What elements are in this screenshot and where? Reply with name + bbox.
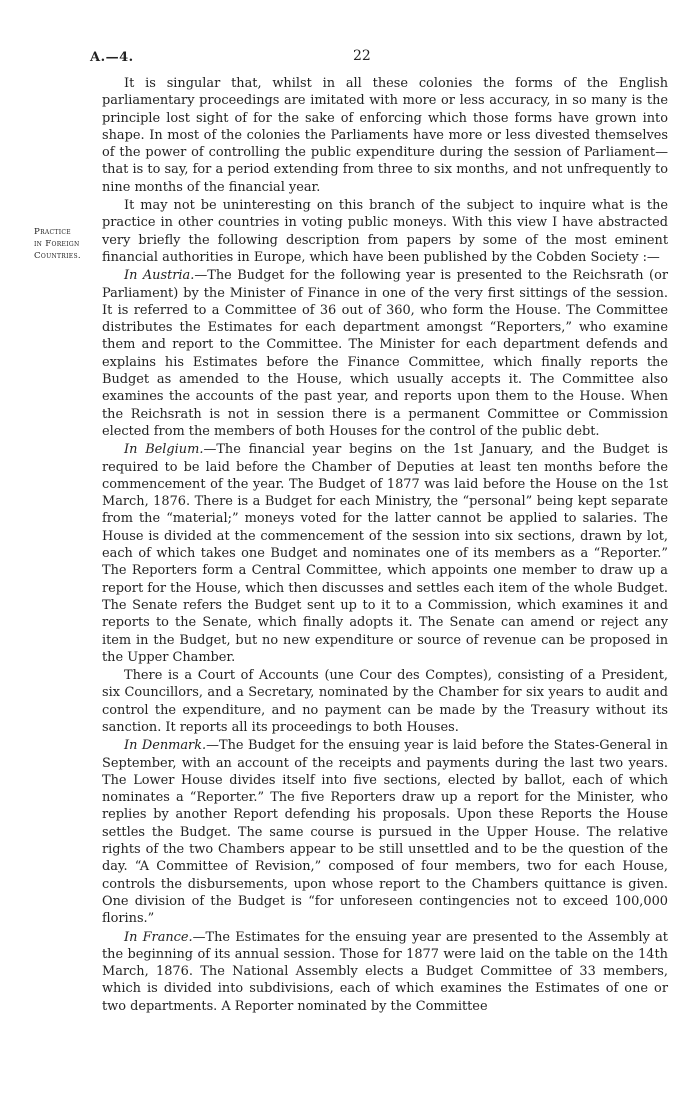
parliamentary-paper-reference: A.—4.	[90, 50, 134, 65]
margin-note-line: in Foreign	[34, 239, 80, 249]
margin-note-line: Practice	[34, 227, 71, 237]
paragraph-france: In France.—The Estimates for the ensuing year are presented to the Assembly at the beginning of its annual session. Those for 1877 were laid on the table on the 14th March, 1876. The National Assembly elects a Budget Committee of 33 members, which is divided into subdivisions, each of which examines the Estimates of one or two departments. A Reporter nominated by the Committee	[102, 929, 668, 1014]
country-heading: In Denmark.	[124, 738, 207, 754]
paragraph-denmark: In Denmark.—The Budget for the ensuing year is laid before the States-General in September, with an account of the receipts and payments during the last two years. The Lower House divides itself into five sections, elected by ballot, each of which nominates a “Reporter.” The five Reporters draw up a report for the Minister, who replies by another Report defending his proposals. Upon these Reports the House settles the Budget. The same course is pursued in the Upper House. The relative rights of the two Chambers appear to be still unsettled and to be the question of the day. “A Committee of Revision,” composed of four members, two for each House, controls the disbursements, upon whose report to the Chambers quittance is given. One division of the Budget is “for unforeseen contingencies not to exceed 100,000 florins.”	[102, 738, 668, 927]
paragraph-foreign-practice: It may not be uninteresting on this branch of the subject to inquire what is the practice in other countries in voting public moneys. With this view I have abstracted very briefly the following description from papers by some of the most eminent financial authorities in Europe, which have been published by the Cobden Society :—	[102, 198, 668, 265]
paragraph-austria: In Austria.—The Budget for the following year is presented to the Reichsrath (or Parliament) by the Minister of Finance in one of the very first sittings of the session. It is referred to a Committee of 36 out of 360, who form the House. The Committee distributes the Estimates for each department amongst “Reporters,” who examine them and report to the Committee. The Minister for each department defends and explains his Estimates before the Finance Committee, which finally reports the Budget as amended to the House, which usually accepts it. The Committee also examines the accounts of the past year, and reports upon them to the House. When the Reichsrath is not in session there is a permanent Committee or Commission elected from the members of both Houses for the control of the public debt.	[102, 268, 668, 439]
paragraph-court-of-accounts: There is a Court of Accounts (une Cour des Comptes), consisting of a President, six Councillors, and a Secretary, nominated by the Chamber for six years to audit and control the expenditure, and no payment can be made by the Treasury without its sanction. It reports all its proceedings to both Houses.	[102, 668, 668, 735]
margin-note	[34, 226, 100, 262]
country-heading: In Belgium.	[124, 442, 204, 458]
paragraph-belgium: In Belgium.—The financial year begins on the 1st January, and the Budget is required to be laid before the Chamber of Deputies at least ten months before the commencement of the year. The Budget of 1877 was laid before the House on the 1st March, 1876. There is a Budget for each Ministry, the “personal” being kept separate from the “material;” moneys voted for the latter cannot be applied to salaries. The House is divided at the commencement of the session into six sections, drawn by lot, each of which takes one Budget and nominates one of its members as a “Reporter.” The Reporters form a Central Committee, which appoints one member to draw up a report for the House, which then discusses and settles each item of the whole Budget. The Senate refers the Budget sent up to it to a Commission, which examines it and reports to the Senate, which finally adopts it. The Senate can amend or reject any item in the Budget, but no new expenditure or source of revenue can be proposed in the Upper Chamber.	[102, 442, 669, 665]
page-number: 22	[353, 48, 371, 64]
country-heading: In Austria.	[124, 268, 195, 284]
margin-note-line: Countries.	[34, 251, 81, 261]
paragraph-colonies: It is singular that, whilst in all these colonies the forms of the English parliamentary proceedings are imitated with more or less accuracy, in so many is the principle lost sight of for the sake of enforcing which those forms have grown into shape. In most of the colonies the Parliaments have more or less divested themselves of the power of controlling the public expenditure during the session of Parliament—that is to say, for a period extending from three to six months, and not unfrequently to nine months of the financial year.	[102, 76, 668, 195]
country-heading: In France.	[124, 929, 193, 945]
body-text	[102, 75, 668, 1015]
